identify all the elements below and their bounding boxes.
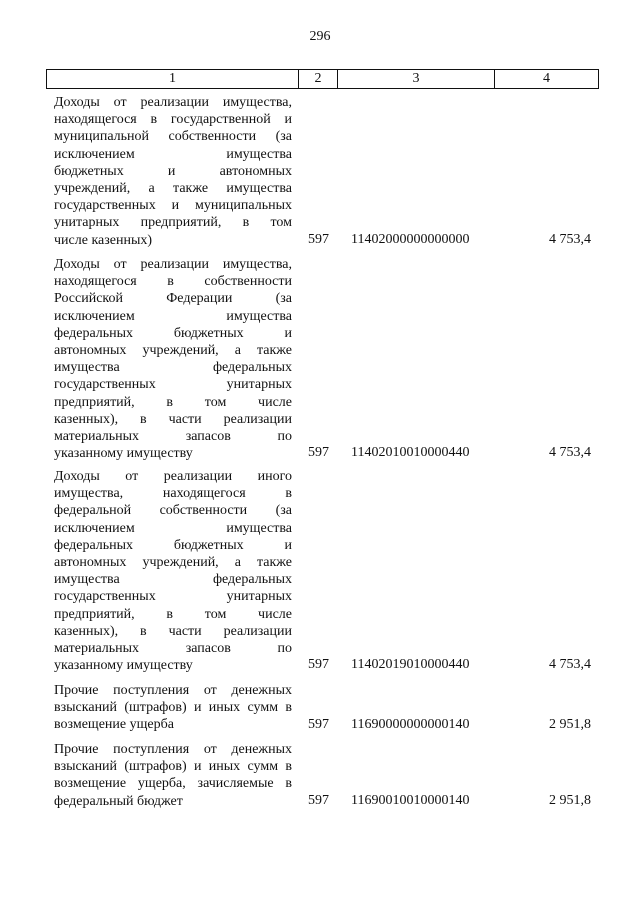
description-line: находящегося в собственности xyxy=(54,274,292,290)
revenue-description xyxy=(54,682,292,734)
description-line: предприятий, в том числе xyxy=(54,394,292,410)
description-line: взысканий (штрафов) и иных сумм в xyxy=(54,759,292,775)
description-line: Прочие поступления от денежных xyxy=(54,742,292,757)
description-line: возмещение ущерба, зачисляемые в xyxy=(54,776,292,792)
description-line: материальных запасов по xyxy=(54,429,292,445)
revenue-description xyxy=(54,256,292,462)
table-row xyxy=(46,468,599,678)
table-row xyxy=(46,682,599,737)
description-line: исключением имущества xyxy=(54,146,292,162)
description-line: учреждений, а также имущества xyxy=(54,181,292,197)
admin-code: 597 xyxy=(308,232,329,247)
admin-code: 597 xyxy=(308,445,329,460)
description-line: исключением имущества xyxy=(54,520,292,536)
admin-code: 597 xyxy=(308,657,329,672)
description-line: муниципальной собственности (за xyxy=(54,129,292,145)
table-row xyxy=(46,256,599,466)
description-line: федеральных бюджетных и xyxy=(54,537,292,553)
description-line: указанному имуществу xyxy=(54,446,193,462)
description-line: унитарных предприятий, в том xyxy=(54,215,292,231)
description-line: предприятий, в том числе xyxy=(54,606,292,622)
description-line: государственных унитарных xyxy=(54,589,292,605)
page-number: 296 xyxy=(309,29,331,44)
admin-code: 597 xyxy=(308,717,329,732)
amount-value: 2 951,8 xyxy=(549,717,591,732)
description-line: Доходы от реализации имущества, xyxy=(54,257,292,272)
budget-classification-code: 11402000000000000 xyxy=(351,232,470,247)
description-line: материальных запасов по xyxy=(54,641,292,657)
description-line: Доходы от реализации имущества, xyxy=(54,95,292,110)
description-line: имущества, находящегося в xyxy=(54,486,292,502)
column-header-1: 1 xyxy=(47,70,299,88)
amount-value: 2 951,8 xyxy=(549,793,591,808)
column-header-2: 2 xyxy=(299,70,338,88)
amount-value: 4 753,4 xyxy=(549,232,591,247)
description-line: находящегося в государственной и xyxy=(54,112,292,128)
description-line: федеральных бюджетных и xyxy=(54,325,292,341)
description-line: Прочие поступления от денежных xyxy=(54,683,292,698)
description-line: возмещение ущерба xyxy=(54,717,174,733)
revenue-description xyxy=(54,94,292,249)
description-line: исключением имущества xyxy=(54,308,292,324)
budget-classification-code: 11402010010000440 xyxy=(351,445,470,460)
admin-code: 597 xyxy=(308,793,329,808)
table-row xyxy=(46,94,599,254)
description-line: указанному имуществу xyxy=(54,658,193,674)
description-line: автономных учреждений, а также xyxy=(54,555,292,571)
amount-value: 4 753,4 xyxy=(549,445,591,460)
description-line: государственных и муниципальных xyxy=(54,198,292,214)
description-line: автономных учреждений, а также xyxy=(54,343,292,359)
budget-classification-code: 11690000000000140 xyxy=(351,717,470,732)
column-header-3: 3 xyxy=(338,70,495,88)
description-line: федеральный бюджет xyxy=(54,793,183,809)
column-header-4: 4 xyxy=(543,71,550,86)
table-header-row xyxy=(46,69,599,89)
description-line: взысканий (штрафов) и иных сумм в xyxy=(54,700,292,716)
description-line: числе казенных) xyxy=(54,232,153,248)
revenue-description xyxy=(54,468,292,674)
description-line: имущества федеральных xyxy=(54,572,292,588)
description-line: Российской Федерации (за xyxy=(54,291,292,307)
revenue-description xyxy=(54,741,292,810)
description-line: федеральной собственности (за xyxy=(54,503,292,519)
table-row xyxy=(46,741,599,813)
description-line: бюджетных и автономных xyxy=(54,163,292,179)
budget-classification-code: 11402019010000440 xyxy=(351,657,470,672)
amount-value: 4 753,4 xyxy=(549,657,591,672)
budget-classification-code: 11690010010000140 xyxy=(351,793,470,808)
description-line: государственных унитарных xyxy=(54,377,292,393)
description-line: имущества федеральных xyxy=(54,360,292,376)
description-line: казенных), в части реализации xyxy=(54,411,292,427)
description-line: Доходы от реализации иного xyxy=(54,469,292,484)
description-line: казенных), в части реализации xyxy=(54,623,292,639)
